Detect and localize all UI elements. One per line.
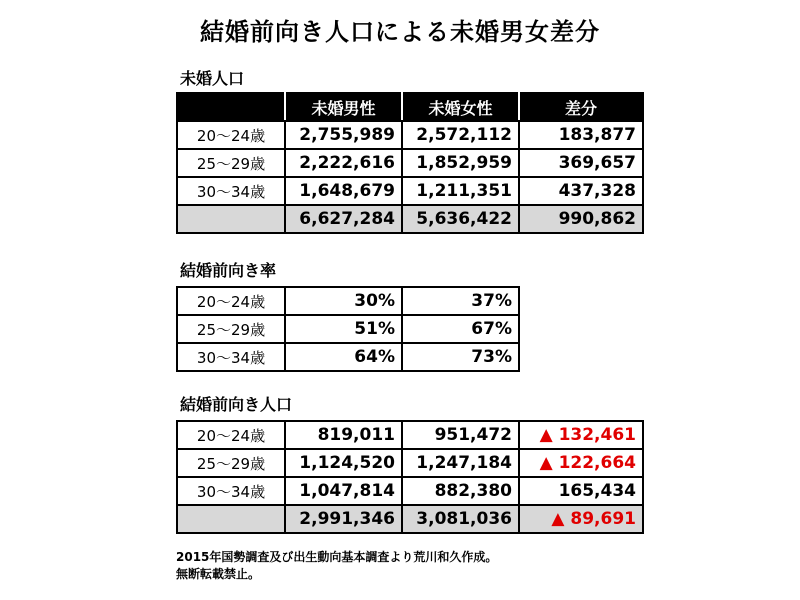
footnote-source: 2015年国勢調査及び出生動向基本調査より荒川和久作成。: [176, 550, 498, 564]
female-value: 882,380: [402, 477, 519, 505]
unmarried-population-table: [176, 92, 644, 234]
header-male: 未婚男性: [285, 93, 402, 121]
header-blank: [177, 93, 285, 121]
total-diff: 990,862: [519, 205, 643, 233]
page-title: 結婚前向き人口による未婚男女差分: [200, 18, 600, 46]
diff-value: 369,657: [519, 149, 643, 177]
male-rate: 64%: [285, 343, 402, 371]
table-header-row: [177, 93, 643, 121]
diff-value: ▲ 132,461: [519, 421, 643, 449]
section-heading-rate: 結婚前向き率: [180, 261, 277, 280]
marriage-rate-table: [176, 286, 520, 372]
total-label-blank: [177, 205, 285, 233]
diff-value: ▲ 122,664: [519, 449, 643, 477]
age-label: 20～24歳: [177, 287, 285, 315]
diff-value: 183,877: [519, 121, 643, 149]
male-value: 1,648,679: [285, 177, 402, 205]
age-label: 25～29歳: [177, 149, 285, 177]
female-value: 2,572,112: [402, 121, 519, 149]
header-female: 未婚女性: [402, 93, 519, 121]
total-row: [177, 505, 643, 533]
diff-value: 437,328: [519, 177, 643, 205]
male-rate: 51%: [285, 315, 402, 343]
section-heading-unmarried: 未婚人口: [180, 69, 245, 88]
table-row: [177, 287, 519, 315]
footnote: [176, 549, 497, 583]
female-value: 1,852,959: [402, 149, 519, 177]
table-row: [177, 449, 643, 477]
age-label: 25～29歳: [177, 449, 285, 477]
table-row: [177, 421, 643, 449]
age-label: 25～29歳: [177, 315, 285, 343]
male-value: 2,755,989: [285, 121, 402, 149]
age-label: 20～24歳: [177, 421, 285, 449]
total-male: 6,627,284: [285, 205, 402, 233]
table-row: [177, 477, 643, 505]
table-row: [177, 343, 519, 371]
age-label: 30～34歳: [177, 343, 285, 371]
total-male: 2,991,346: [285, 505, 402, 533]
female-rate: 37%: [402, 287, 519, 315]
total-row: [177, 205, 643, 233]
table-row: [177, 315, 519, 343]
header-diff: 差分: [519, 93, 643, 121]
female-rate: 67%: [402, 315, 519, 343]
total-female: 5,636,422: [402, 205, 519, 233]
female-rate: 73%: [402, 343, 519, 371]
age-label: 20～24歳: [177, 121, 285, 149]
total-label-blank: [177, 505, 285, 533]
total-diff: ▲ 89,691: [519, 505, 643, 533]
male-value: 2,222,616: [285, 149, 402, 177]
male-value: 1,124,520: [285, 449, 402, 477]
total-female: 3,081,036: [402, 505, 519, 533]
positive-population-table: [176, 420, 644, 534]
male-rate: 30%: [285, 287, 402, 315]
male-value: 819,011: [285, 421, 402, 449]
table-row: [177, 121, 643, 149]
diff-value: 165,434: [519, 477, 643, 505]
female-value: 1,211,351: [402, 177, 519, 205]
male-value: 1,047,814: [285, 477, 402, 505]
female-value: 951,472: [402, 421, 519, 449]
age-label: 30～34歳: [177, 177, 285, 205]
footnote-copyright: 無断転載禁止。: [176, 567, 261, 581]
age-label: 30～34歳: [177, 477, 285, 505]
table-row: [177, 149, 643, 177]
female-value: 1,247,184: [402, 449, 519, 477]
section-heading-positive-population: 結婚前向き人口: [180, 395, 293, 414]
table-row: [177, 177, 643, 205]
